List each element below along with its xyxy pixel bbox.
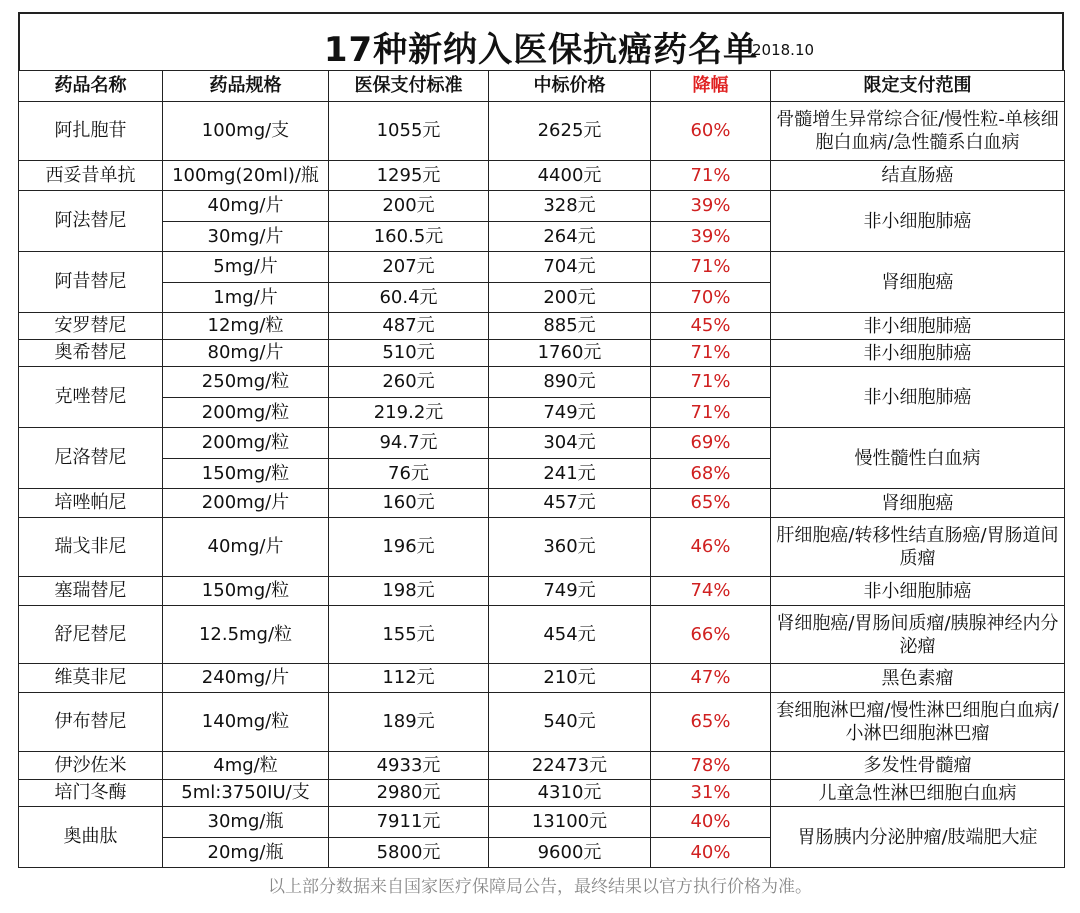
title-bar — [18, 12, 1064, 70]
payment-scope-cell: 非小细胞肺癌 — [771, 367, 1065, 428]
bid-price-cell: 360元 — [489, 518, 651, 577]
payment-scope-cell: 肾细胞癌 — [771, 489, 1065, 518]
table-row — [19, 752, 1065, 780]
insurance-price-cell: 7911元 — [329, 807, 489, 838]
price-drop-cell: 65% — [651, 693, 771, 752]
spec-cell: 5ml:3750IU/支 — [163, 780, 329, 807]
header-row — [19, 71, 1065, 102]
header-drug-name: 药品名称 — [19, 71, 163, 102]
insurance-price-cell: 94.7元 — [329, 428, 489, 459]
spec-cell: 20mg/瓶 — [163, 838, 329, 868]
table-row — [19, 313, 1065, 340]
payment-scope-cell: 黑色素瘤 — [771, 664, 1065, 693]
price-drop-cell: 74% — [651, 577, 771, 606]
bid-price-cell: 200元 — [489, 283, 651, 313]
spec-cell: 200mg/粒 — [163, 398, 329, 428]
spec-cell: 40mg/片 — [163, 518, 329, 577]
price-drop-cell: 68% — [651, 459, 771, 489]
bid-price-cell: 9600元 — [489, 838, 651, 868]
insurance-price-cell: 160.5元 — [329, 222, 489, 252]
price-drop-cell: 45% — [651, 313, 771, 340]
bid-price-cell: 210元 — [489, 664, 651, 693]
insurance-price-cell: 196元 — [329, 518, 489, 577]
bid-price-cell: 454元 — [489, 606, 651, 664]
spec-cell: 140mg/粒 — [163, 693, 329, 752]
insurance-price-cell: 207元 — [329, 252, 489, 283]
bid-price-cell: 1760元 — [489, 340, 651, 367]
payment-scope-cell: 肝细胞癌/转移性结直肠癌/胃肠道间质瘤 — [771, 518, 1065, 577]
price-drop-cell: 60% — [651, 102, 771, 161]
spec-cell: 250mg/粒 — [163, 367, 329, 398]
spec-cell: 12mg/粒 — [163, 313, 329, 340]
header-spec: 药品规格 — [163, 71, 329, 102]
price-drop-cell: 71% — [651, 340, 771, 367]
spec-cell: 30mg/片 — [163, 222, 329, 252]
bid-price-cell: 4400元 — [489, 161, 651, 191]
price-drop-cell: 31% — [651, 780, 771, 807]
bid-price-cell: 4310元 — [489, 780, 651, 807]
payment-scope-cell: 胃肠胰内分泌肿瘤/肢端肥大症 — [771, 807, 1065, 868]
spec-cell: 12.5mg/粒 — [163, 606, 329, 664]
drug-name-cell: 尼洛替尼 — [19, 428, 163, 489]
payment-scope-cell: 骨髓增生异常综合征/慢性粒-单核细胞白血病/急性髓系白血病 — [771, 102, 1065, 161]
bid-price-cell: 540元 — [489, 693, 651, 752]
price-drop-cell: 39% — [651, 222, 771, 252]
payment-scope-cell: 肾细胞癌/胃肠间质瘤/胰腺神经内分泌瘤 — [771, 606, 1065, 664]
price-drop-cell: 66% — [651, 606, 771, 664]
drug-name-cell: 塞瑞替尼 — [19, 577, 163, 606]
spec-cell: 100mg/支 — [163, 102, 329, 161]
insurance-price-cell: 219.2元 — [329, 398, 489, 428]
page-title: 17种新纳入医保抗癌药名单 — [323, 30, 759, 70]
payment-scope-cell: 儿童急性淋巴细胞白血病 — [771, 780, 1065, 807]
spec-cell: 5mg/片 — [163, 252, 329, 283]
drug-name-cell: 瑞戈非尼 — [19, 518, 163, 577]
insurance-price-cell: 2980元 — [329, 780, 489, 807]
drug-name-cell: 阿昔替尼 — [19, 252, 163, 313]
insurance-price-cell: 189元 — [329, 693, 489, 752]
insurance-price-cell: 160元 — [329, 489, 489, 518]
insurance-price-cell: 60.4元 — [329, 283, 489, 313]
price-drop-cell: 71% — [651, 398, 771, 428]
drug-name-cell: 培唑帕尼 — [19, 489, 163, 518]
spec-cell: 1mg/片 — [163, 283, 329, 313]
payment-scope-cell: 非小细胞肺癌 — [771, 340, 1065, 367]
insurance-price-cell: 4933元 — [329, 752, 489, 780]
table-body — [19, 102, 1065, 868]
drug-name-cell: 西妥昔单抗 — [19, 161, 163, 191]
price-drop-cell: 71% — [651, 252, 771, 283]
table-row — [19, 367, 1065, 398]
drug-name-cell: 奥曲肽 — [19, 807, 163, 868]
bid-price-cell: 457元 — [489, 489, 651, 518]
drug-table — [18, 70, 1065, 868]
drug-name-cell: 克唑替尼 — [19, 367, 163, 428]
spec-cell: 100mg(20ml)/瓶 — [163, 161, 329, 191]
payment-scope-cell: 结直肠癌 — [771, 161, 1065, 191]
spec-cell: 80mg/片 — [163, 340, 329, 367]
insurance-price-cell: 155元 — [329, 606, 489, 664]
bid-price-cell: 885元 — [489, 313, 651, 340]
bid-price-cell: 749元 — [489, 398, 651, 428]
price-drop-cell: 40% — [651, 807, 771, 838]
spec-cell: 240mg/片 — [163, 664, 329, 693]
header-payment-scope: 限定支付范围 — [771, 71, 1065, 102]
header-insurance-price: 医保支付标准 — [329, 71, 489, 102]
price-drop-cell: 65% — [651, 489, 771, 518]
spec-cell: 150mg/粒 — [163, 459, 329, 489]
table-row — [19, 693, 1065, 752]
drug-name-cell: 阿法替尼 — [19, 191, 163, 252]
drug-name-cell: 阿扎胞苷 — [19, 102, 163, 161]
bid-price-cell: 749元 — [489, 577, 651, 606]
spec-cell: 200mg/粒 — [163, 428, 329, 459]
price-drop-cell: 71% — [651, 161, 771, 191]
table-row — [19, 489, 1065, 518]
bid-price-cell: 241元 — [489, 459, 651, 489]
insurance-price-cell: 76元 — [329, 459, 489, 489]
bid-price-cell: 13100元 — [489, 807, 651, 838]
bid-price-cell: 2625元 — [489, 102, 651, 161]
payment-scope-cell: 慢性髓性白血病 — [771, 428, 1065, 489]
spec-cell: 40mg/片 — [163, 191, 329, 222]
drug-name-cell: 伊布替尼 — [19, 693, 163, 752]
insurance-price-cell: 487元 — [329, 313, 489, 340]
bid-price-cell: 264元 — [489, 222, 651, 252]
spec-cell: 30mg/瓶 — [163, 807, 329, 838]
title-date: 2018.10 — [752, 41, 815, 59]
table-row — [19, 780, 1065, 807]
insurance-price-cell: 1055元 — [329, 102, 489, 161]
table-row — [19, 161, 1065, 191]
insurance-price-cell: 260元 — [329, 367, 489, 398]
table-row — [19, 252, 1065, 283]
table-row — [19, 518, 1065, 577]
drug-name-cell: 舒尼替尼 — [19, 606, 163, 664]
drug-name-cell: 安罗替尼 — [19, 313, 163, 340]
payment-scope-cell: 套细胞淋巴瘤/慢性淋巴细胞白血病/小淋巴细胞淋巴瘤 — [771, 693, 1065, 752]
price-drop-cell: 46% — [651, 518, 771, 577]
table-row — [19, 807, 1065, 838]
bid-price-cell: 328元 — [489, 191, 651, 222]
spec-cell: 200mg/片 — [163, 489, 329, 518]
payment-scope-cell: 非小细胞肺癌 — [771, 191, 1065, 252]
drug-name-cell: 伊沙佐米 — [19, 752, 163, 780]
price-drop-cell: 39% — [651, 191, 771, 222]
insurance-price-cell: 112元 — [329, 664, 489, 693]
price-drop-cell: 70% — [651, 283, 771, 313]
insurance-price-cell: 5800元 — [329, 838, 489, 868]
bid-price-cell: 890元 — [489, 367, 651, 398]
spec-cell: 150mg/粒 — [163, 577, 329, 606]
drug-name-cell: 维莫非尼 — [19, 664, 163, 693]
table-row — [19, 606, 1065, 664]
table-row — [19, 664, 1065, 693]
payment-scope-cell: 多发性骨髓瘤 — [771, 752, 1065, 780]
header-price-drop: 降幅 — [651, 71, 771, 102]
payment-scope-cell: 非小细胞肺癌 — [771, 577, 1065, 606]
insurance-price-cell: 200元 — [329, 191, 489, 222]
price-drop-cell: 69% — [651, 428, 771, 459]
table-row — [19, 191, 1065, 222]
drug-name-cell: 奥希替尼 — [19, 340, 163, 367]
table-row — [19, 102, 1065, 161]
payment-scope-cell: 非小细胞肺癌 — [771, 313, 1065, 340]
insurance-price-cell: 198元 — [329, 577, 489, 606]
bid-price-cell: 704元 — [489, 252, 651, 283]
drug-name-cell: 培门冬酶 — [19, 780, 163, 807]
header-bid-price: 中标价格 — [489, 71, 651, 102]
insurance-price-cell: 510元 — [329, 340, 489, 367]
source-note: 以上部分数据来自国家医疗保障局公告，最终结果以官方执行价格为准。 — [268, 877, 812, 897]
bid-price-cell: 304元 — [489, 428, 651, 459]
price-drop-cell: 47% — [651, 664, 771, 693]
table-row — [19, 577, 1065, 606]
bid-price-cell: 22473元 — [489, 752, 651, 780]
spec-cell: 4mg/粒 — [163, 752, 329, 780]
price-drop-cell: 78% — [651, 752, 771, 780]
table-row — [19, 428, 1065, 459]
price-drop-cell: 40% — [651, 838, 771, 868]
price-drop-cell: 71% — [651, 367, 771, 398]
drug-list-document — [18, 12, 1064, 868]
insurance-price-cell: 1295元 — [329, 161, 489, 191]
table-row — [19, 340, 1065, 367]
payment-scope-cell: 肾细胞癌 — [771, 252, 1065, 313]
